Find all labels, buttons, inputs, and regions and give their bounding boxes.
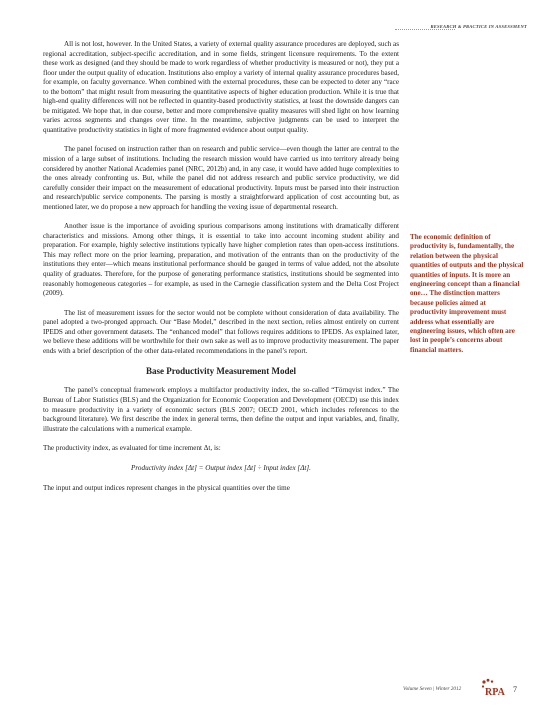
running-head-rule (395, 29, 455, 30)
page-footer (0, 678, 550, 708)
paragraph-conceptual-framework: The panel’s conceptual framework employs a multifactor productivity index, the so-called “Törnqvist index.” The Bureau of Labor Statistics (BLS) and the Organization for Economic Cooperation and Development (OECD) use this index to measure productivity in a variety of economic sectors (BLS 2007; OECD 2001, which includes references to the background literature). We first describe the index in general terms, then define the output and input variables, and, finally, illustrate the calculations with a numerical example. (43, 386, 399, 433)
productivity-equation: Productivity index [Δt] = Output index [Δt] ÷ Input index [Δt]. (131, 463, 311, 472)
paragraph-data-availability: The list of measurement issues for the sector would not be complete without consideration of data availability. The panel adopted a two-pronged approach. Our “Base Model,” described in the next section, relies almost entirely on current IPEDS and other government datasets. The “enhanced model” that follows requires additions to IPEDS. As explained later, we believe these additions will be worthwhile for their own sake as well as to improve productivity measurement. The paper ends with a brief description of the other data-related recommendations in the panel’s report. (43, 308, 399, 355)
equation-intro: The productivity index, as evaluated for time increment Δt, is: (43, 444, 221, 453)
logo-text: RPA (485, 687, 505, 698)
pull-quote: The economic definition of productivity is, fundamentally, the relation between the physical quantities of outputs and the physical quantities of inputs. It is more an engineering concept than a financial one… The distinction matters because policies aimed at productivity improvement must address what essentially are engineering issues, which often are lost in people’s concerns about financial matters. (410, 233, 524, 354)
paragraph-instruction-focus: The panel focused on instruction rather than on research and public service—even though the latter are central to the mission of a large subset of institutions. Including the research mission would have carried us into territory already being considered by another National Academies panel (NRC, 2012b) and, in any case, it would have added huge complexities to the ones already confronting us. But, while the panel did not address research and public service productivity, we did carefully consider their impact on the measurement of educational productivity. Inputs must be parsed into their instruction and research/public service components. The parsing is mostly a straightforward application of cost accounting but, as mentioned later, we do propose a new approach for handling the vexing issue of departmental research. (43, 145, 399, 211)
page-number: 7 (513, 685, 517, 694)
paragraph-spurious-comparisons: Another issue is the importance of avoiding spurious comparisons among institutions with dramatically different characteristics and missions. Among other things, it is essential to take into account incoming student ability and preparation. For example, highly selective institutions typically have higher completion rates than open-access institutions. This may reflect more on the prior learning, preparation, and motivation of the entrants than on the productivity of the institutions they enter—which means institutional performance should be gauged in terms of value added, not the absolute quality of graduates. Therefore, for the purpose of generating performance statistics, institutions should be segmented into reasonably homogeneous categories – for example, as used in the Carnegie classification system and the Delta Cost Project (2009). (43, 222, 399, 298)
section-heading: Base Productivity Measurement Model (146, 366, 296, 377)
closing-line: The input and output indices represent changes in the physical quantities over the time (43, 484, 290, 493)
main-column (43, 40, 399, 504)
running-head: RESEARCH & PRACTICE IN ASSESSMENT (430, 24, 527, 29)
issue-info: Volume Seven | Winter 2012 (403, 686, 462, 692)
rpa-logo-icon (480, 678, 506, 698)
paragraph-quality-assurance: All is not lost, however. In the United States, a variety of external quality assurance procedures are deployed, such as regional accreditation, subject-specific accreditation, and in some fields, stringent licensure requirements. To the extent these work as designed (and they should be made to work regardless of whether productivity is measured or not), they put a floor under the output quality of education. Institutions also employ a variety of internal quality assurance procedures based, for example, on faculty governance. When combined with the external procedures, these can be expected to deter any “race to the bottom” that might result from measuring the quantitative aspects of higher education production. While it is true that high-end quality differences will not be reflected in quantity-based productivity statistics, at least the downside dangers can be mitigated. We hope that, in due course, better and more comprehensive quality measures will shed light on how learning varies across segments and changes over time. In the meantime, subjective judgments can be used to interpret the quantitative productivity statistics in light of more fragmented evidence about output quality. (43, 40, 399, 134)
